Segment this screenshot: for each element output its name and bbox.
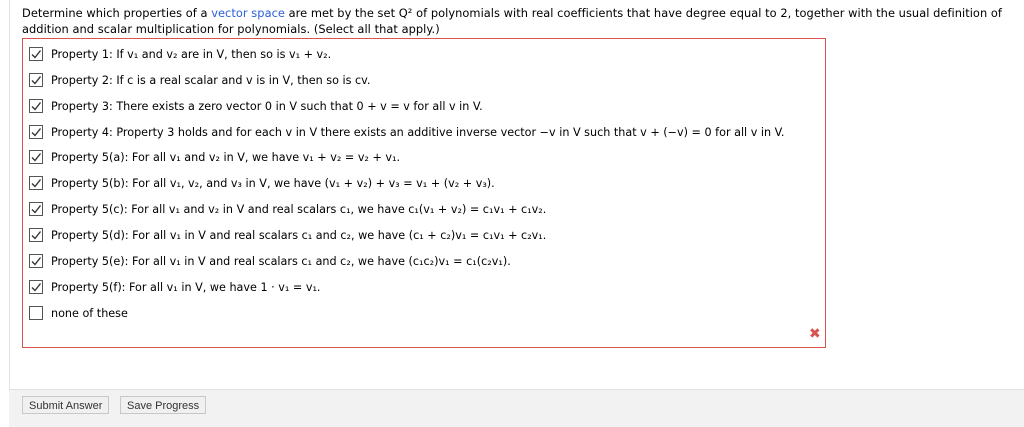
checkmark-icon: [30, 126, 42, 138]
checkmark-icon: [30, 281, 42, 293]
option-property-5e[interactable]: [29, 253, 511, 269]
option-property-2[interactable]: [29, 72, 370, 88]
option-label: Property 4: Property 3 holds and for each v in V there exists an additive inverse vector −v in V such that v + (−v) = 0 for all v in V.: [51, 125, 785, 139]
checkmark-icon: [30, 151, 42, 163]
option-property-5d[interactable]: [29, 227, 546, 243]
answer-options: [22, 38, 826, 348]
option-label: Property 5(f): For all v₁ in V, we have 1 · v₁ = v₁.: [51, 280, 321, 294]
checkbox[interactable]: [29, 306, 43, 320]
checkmark-icon: [30, 100, 42, 112]
question-text-after: are met by the set Q² of polynomials with real coefficients that have degree equal to 2, together with the usual definition of addition and scalar multiplication for polynomials. (Select all that apply.): [22, 6, 1002, 36]
option-label: Property 1: If v₁ and v₂ are in V, then so is v₁ + v₂.: [51, 47, 332, 61]
question-text-before: Determine which properties of a: [22, 6, 212, 20]
checkbox[interactable]: [29, 254, 43, 268]
option-property-1[interactable]: [29, 46, 331, 62]
submit-answer-button[interactable]: Submit Answer: [22, 396, 109, 414]
checkbox[interactable]: [29, 280, 43, 294]
option-none-of-these[interactable]: [29, 305, 128, 321]
option-property-3[interactable]: [29, 98, 483, 114]
checkmark-icon: [30, 74, 42, 86]
checkbox[interactable]: [29, 125, 43, 139]
checkmark-icon: [30, 229, 42, 241]
option-label: Property 2: If c is a real scalar and v is in V, then so is cv.: [51, 73, 371, 87]
checkbox[interactable]: [29, 150, 43, 164]
checkbox[interactable]: [29, 176, 43, 190]
save-progress-button[interactable]: Save Progress: [120, 396, 206, 414]
checkbox[interactable]: [29, 228, 43, 242]
incorrect-x-icon: ✖: [809, 326, 821, 342]
option-label: Property 5(e): For all v₁ in V and real scalars c₁ and c₂, we have (c₁c₂)v₁ = c₁(c₂v₁).: [51, 254, 511, 268]
option-label: Property 5(b): For all v₁, v₂, and v₃ in V, we have (v₁ + v₂) + v₃ = v₁ + (v₂ + v₃).: [51, 176, 495, 190]
option-property-4[interactable]: [29, 124, 784, 140]
option-label: Property 5(c): For all v₁ and v₂ in V and real scalars c₁, we have c₁(v₁ + v₂) = c₁v₁ + c₁v₂.: [51, 202, 547, 216]
checkbox[interactable]: [29, 47, 43, 61]
vector-space-link[interactable]: vector space: [211, 6, 285, 20]
checkbox[interactable]: [29, 99, 43, 113]
checkmark-icon: [30, 48, 42, 60]
option-label: Property 3: There exists a zero vector 0 in V such that 0 + v = v for all v in V.: [51, 99, 483, 113]
option-label: none of these: [51, 306, 128, 320]
checkmark-icon: [30, 177, 42, 189]
option-label: Property 5(a): For all v₁ and v₂ in V, we have v₁ + v₂ = v₂ + v₁.: [51, 150, 401, 164]
checkbox[interactable]: [29, 73, 43, 87]
checkbox[interactable]: [29, 202, 43, 216]
option-property-5c[interactable]: [29, 201, 546, 217]
option-property-5a[interactable]: [29, 149, 400, 165]
question-text: [22, 5, 1012, 37]
panel-divider: [9, 0, 10, 390]
checkmark-icon: [30, 203, 42, 215]
option-label: Property 5(d): For all v₁ in V and real scalars c₁ and c₂, we have (c₁ + c₂)v₁ = c₁v₁ + c₂v₁.: [51, 228, 547, 242]
option-property-5f[interactable]: [29, 279, 321, 295]
checkmark-icon: [30, 255, 42, 267]
option-property-5b[interactable]: [29, 175, 495, 191]
